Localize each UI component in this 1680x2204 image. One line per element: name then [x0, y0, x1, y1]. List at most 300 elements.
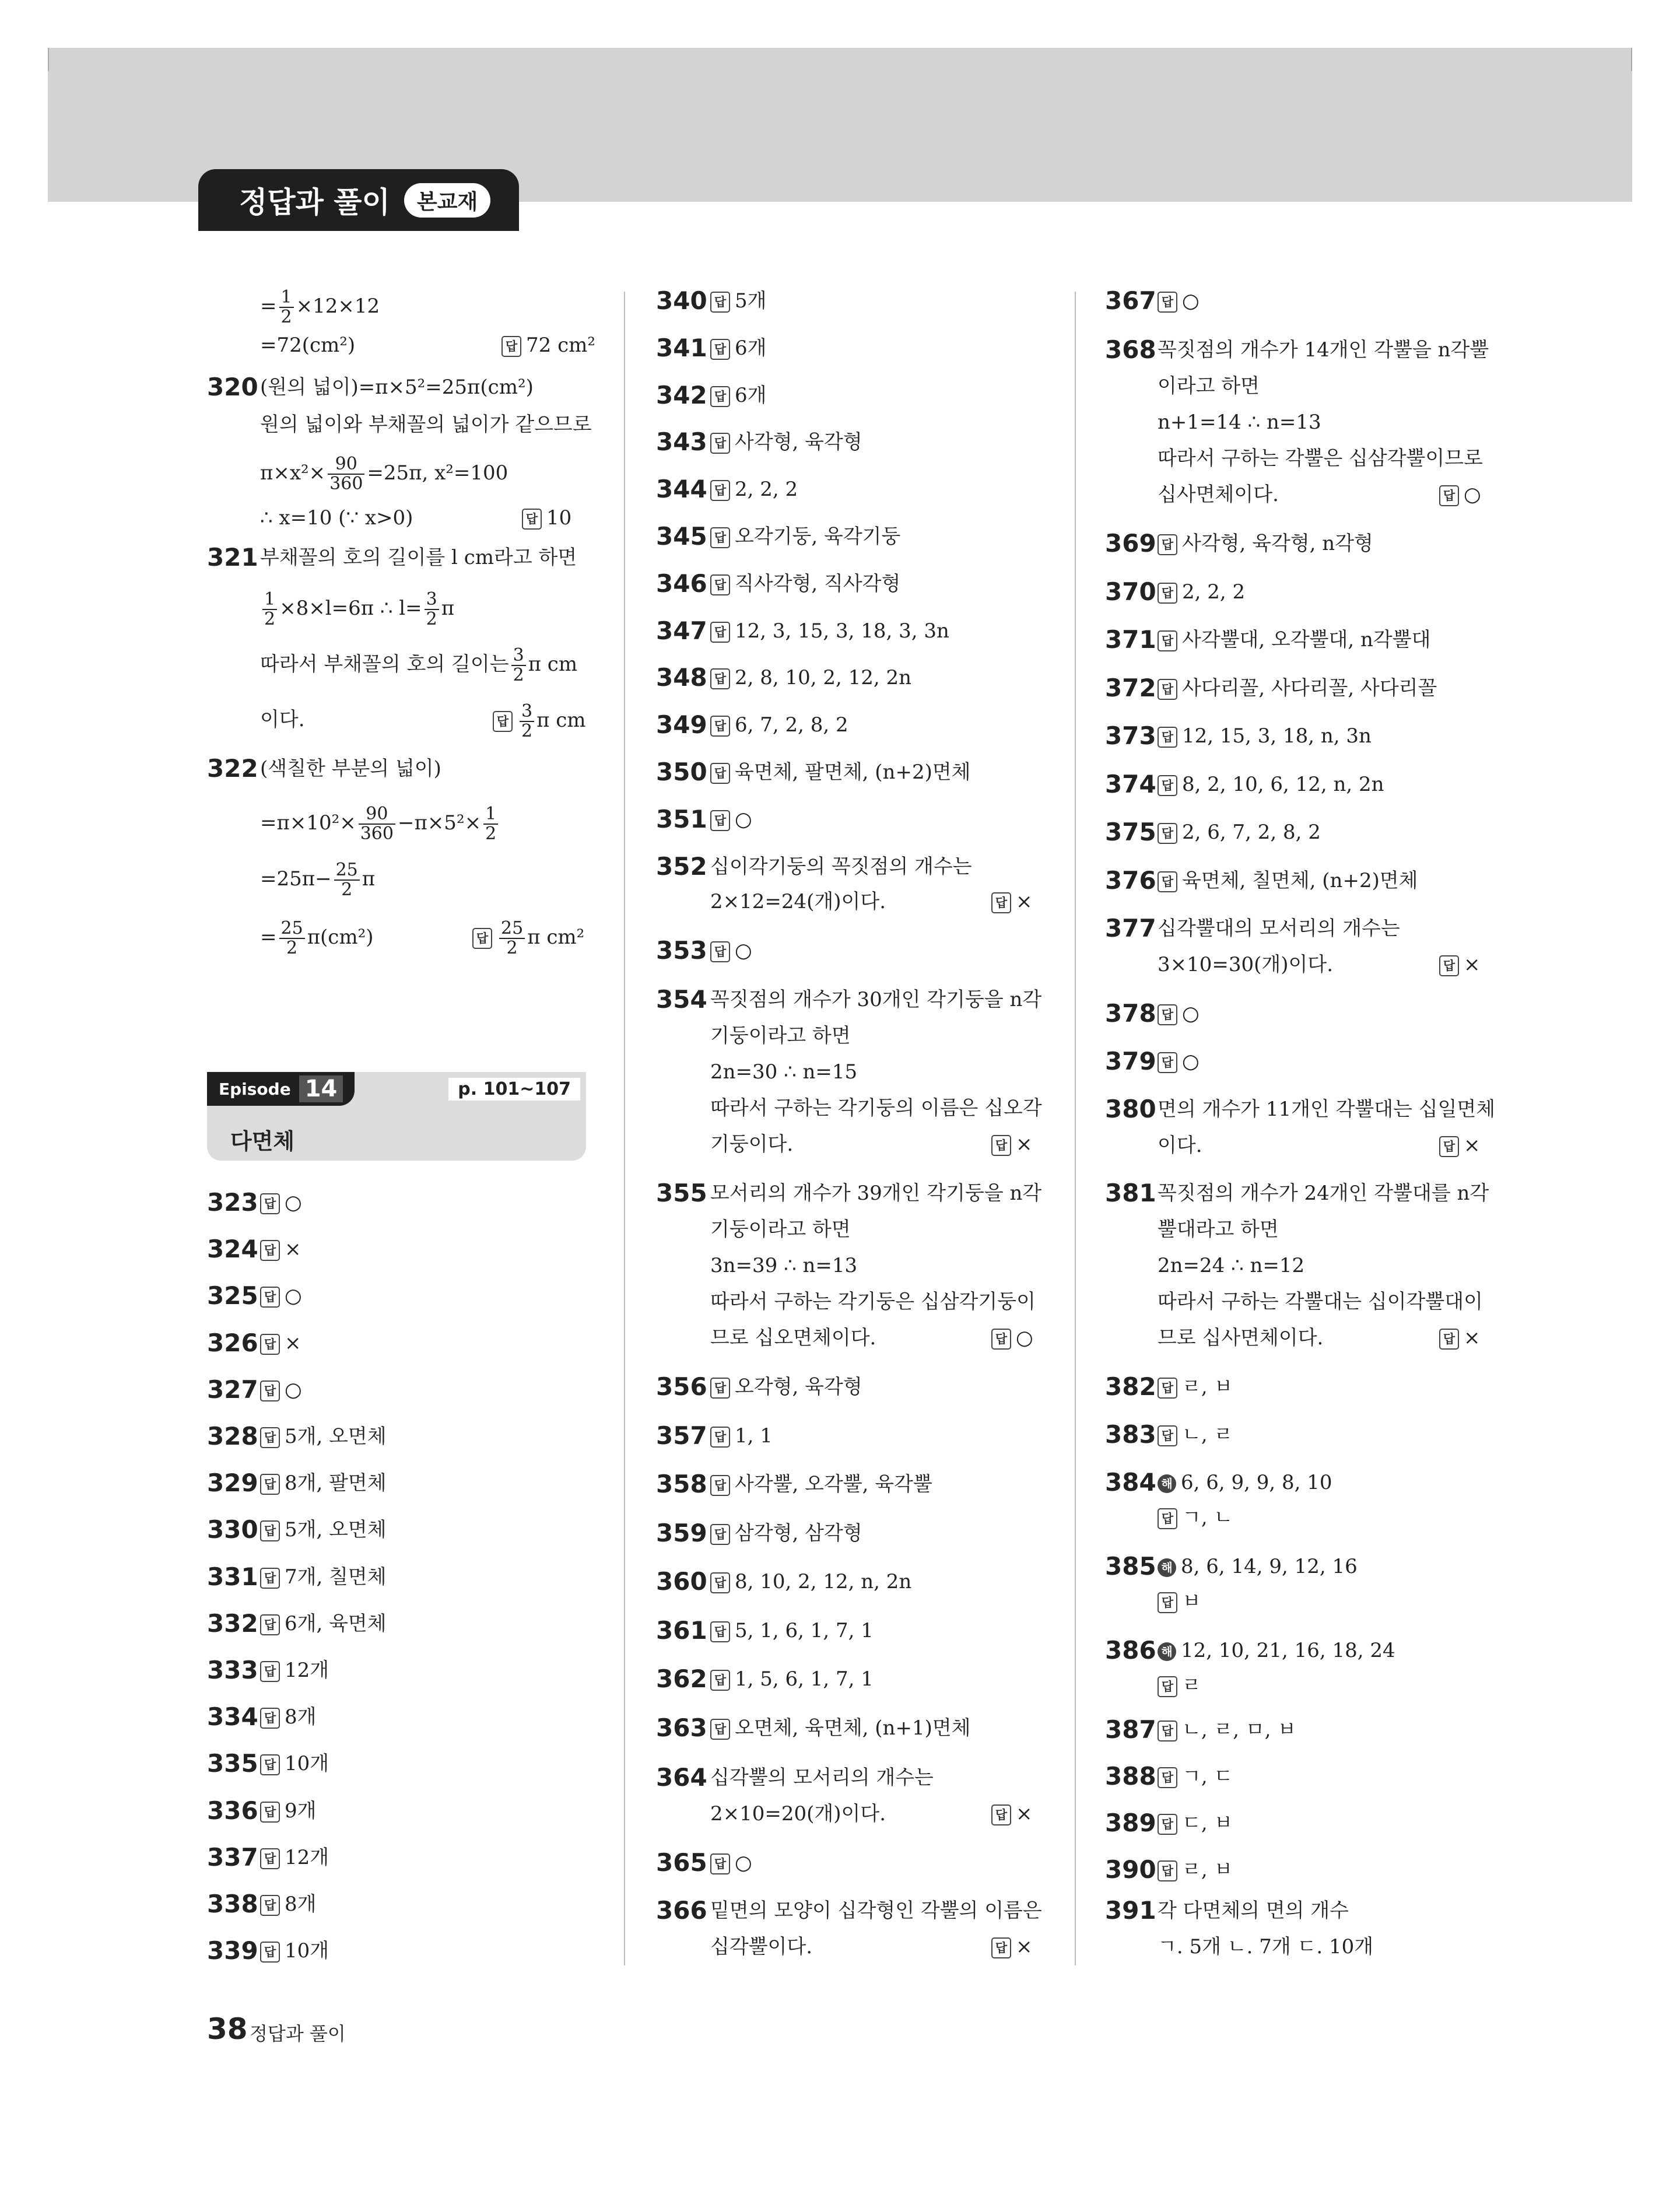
answer-mark: 답	[710, 339, 730, 360]
answer-mark: 답	[710, 1670, 730, 1691]
answer	[260, 1564, 387, 1590]
answer	[1158, 675, 1437, 701]
header-badge: 본교재	[404, 183, 490, 218]
solution-line: 따라서 구하는 각기둥의 이름은 십오각	[710, 1096, 1042, 1120]
answer	[710, 807, 752, 832]
answer-value: 사각뿔대, 오각뿔대, n각뿔대	[1182, 628, 1431, 651]
problem-number: 387	[1105, 1715, 1156, 1744]
answer	[710, 571, 900, 597]
answer-value: 오면체, 육면체, (n+1)면체	[735, 1716, 971, 1740]
answer	[710, 1715, 971, 1741]
solution-line: 기둥이라고 하면	[710, 1024, 851, 1047]
episode-pill	[207, 1072, 355, 1106]
episode-label: Episode	[219, 1079, 291, 1099]
solution-line: 부채꼴의 호의 길이를 l cm라고 하면	[260, 546, 577, 569]
answer	[260, 1751, 329, 1776]
answer-mark: 답	[1158, 679, 1177, 700]
answer-value: 12, 3, 15, 3, 18, 3, 3n	[735, 619, 949, 643]
answer	[710, 665, 911, 691]
answer-mark: 답	[260, 1895, 280, 1916]
solution-line: 이다.	[260, 708, 305, 731]
answer: 답 ×	[991, 1801, 1033, 1827]
answer-mark: 답	[710, 527, 730, 548]
answer-mark: 답	[710, 810, 730, 831]
answer-value: 5개, 오면체	[285, 1425, 387, 1448]
answer-mark: 답	[710, 1475, 730, 1496]
problem-number: 352	[656, 852, 707, 881]
problem-number: 364	[656, 1763, 707, 1792]
solution-line: 3×10=30(개)이다.	[1158, 953, 1334, 976]
solution-line: =π×10²× $\frac{90}{360}$ −π×5²× $\frac{1}{2}$	[260, 805, 500, 843]
answer: 답 ×	[1439, 1325, 1481, 1351]
answer-mark: 답	[710, 433, 730, 454]
problem-number: 360	[656, 1567, 707, 1596]
answer-mark: 답	[260, 1193, 280, 1214]
answer-value: 12, 15, 3, 18, n, 3n	[1182, 724, 1372, 748]
hint: 해 12, 10, 21, 16, 18, 24	[1158, 1638, 1395, 1663]
problem-number: 389	[1105, 1809, 1156, 1837]
problem-number: 335	[207, 1749, 258, 1778]
answer	[710, 383, 766, 408]
solution-line: π×x²× $\frac{90}{360}$ =25π, x²=100	[260, 454, 508, 494]
problem-number: 329	[207, 1469, 258, 1498]
solution-line: 기둥이라고 하면	[710, 1218, 851, 1241]
problem-number: 373	[1105, 721, 1156, 750]
answer	[260, 1236, 301, 1262]
answer: 답 ㄱ, ㄴ	[1158, 1505, 1233, 1530]
answer	[260, 1611, 387, 1637]
solution-line: 십각뿔대의 모서리의 개수는	[1158, 917, 1400, 940]
problem-number: 385	[1105, 1552, 1156, 1581]
answer-value: 8개	[285, 1893, 317, 1916]
problem-number: 350	[656, 758, 707, 786]
answer-value: 9개	[285, 1799, 317, 1823]
episode-title: 다면체	[230, 1129, 295, 1154]
answer-mark: 답	[260, 1520, 280, 1541]
answer-mark: 답	[1158, 775, 1177, 796]
answer-mark: 답	[260, 1240, 280, 1261]
answer	[710, 1520, 862, 1546]
column-divider	[1075, 292, 1076, 1965]
answer	[1158, 868, 1418, 893]
answer-mark: 답	[710, 1378, 730, 1399]
solution-line: 십각뿔이다.	[710, 1935, 813, 1958]
answer	[1158, 579, 1245, 605]
answer: 답 $\frac{3}{2}$ π cm	[493, 702, 586, 741]
answer-value: 육면체, 팔면체, (n+2)면체	[735, 761, 971, 784]
answer	[260, 1845, 329, 1870]
problem-number: 381	[1105, 1179, 1156, 1207]
answer-mark: 답	[1158, 823, 1177, 844]
answer-mark: 답	[260, 1708, 280, 1729]
answer	[710, 335, 766, 361]
answer-value: 8, 2, 10, 6, 12, n, 2n	[1182, 772, 1384, 796]
solution-line: =25π− $\frac{25}{2}$ π	[260, 860, 376, 900]
answer: 답 ㄴ, ㄹ	[1158, 1422, 1233, 1448]
problem-number: 336	[207, 1796, 258, 1825]
answer	[1158, 1717, 1296, 1743]
solution-line: 모서리의 개수가 39개인 각기둥을 n각	[710, 1182, 1042, 1205]
problem-number: 328	[207, 1422, 258, 1450]
problem-number: 338	[207, 1890, 258, 1918]
problem-number: 355	[656, 1179, 707, 1207]
problem-number: 334	[207, 1702, 258, 1732]
solution-line: = $\frac{25}{2}$ π(cm²)	[260, 918, 374, 958]
problem-number: 324	[207, 1235, 258, 1264]
hint: 해 8, 6, 14, 9, 12, 16	[1158, 1554, 1358, 1579]
answer-value: 2, 2, 2	[735, 478, 798, 502]
answer-value: ㄴ, ㄹ, ㅁ, ㅂ	[1182, 1718, 1297, 1742]
answer: 답 ×	[991, 889, 1033, 914]
answer-value: 8개, 팔면체	[285, 1471, 387, 1495]
answer	[710, 712, 848, 738]
solution-line: 꼭짓점의 개수가 24개인 각뿔대를 n각	[1158, 1182, 1489, 1205]
answer-value: ㄷ, ㅂ	[1182, 1811, 1233, 1835]
solution-line: 면의 개수가 11개인 각뿔대는 십일면체	[1158, 1098, 1496, 1121]
answer: 답 ㄹ	[1158, 1673, 1201, 1698]
answer-value: ○	[285, 1284, 302, 1308]
problem-number: 320	[207, 373, 258, 401]
solution-line: ㄱ. 5개 ㄴ. 7개 ㄷ. 10개	[1158, 1935, 1374, 1958]
answer	[710, 618, 949, 644]
problem-number: 327	[207, 1375, 258, 1404]
answer-value: ㄹ, ㅂ	[1182, 1858, 1233, 1881]
answer-mark: 답	[710, 1524, 730, 1545]
problem-number: 357	[656, 1421, 707, 1450]
solution-line: 십사면체이다.	[1158, 483, 1279, 506]
answer-value: 1, 5, 6, 1, 7, 1	[735, 1667, 874, 1691]
solution-line: 이다.	[1158, 1134, 1202, 1157]
problem-number: 379	[1105, 1047, 1156, 1075]
problem-number: 375	[1105, 818, 1156, 846]
answer-mark: 답	[1158, 534, 1177, 555]
answer-value: 12개	[285, 1659, 329, 1682]
answer-value: ㄱ, ㄷ	[1182, 1765, 1233, 1788]
solution-line: 십이각기둥의 꼭짓점의 개수는	[710, 855, 972, 878]
solution-line: 2n=24 ∴ n=12	[1158, 1254, 1305, 1277]
answer	[710, 524, 900, 549]
answer	[260, 1190, 302, 1215]
solution-line: n+1=14 ∴ n=13	[1158, 411, 1321, 434]
answer-mark: 답	[710, 622, 730, 643]
problem-number: 353	[656, 936, 707, 965]
answer-mark: 답	[260, 1614, 280, 1635]
problem-number: 341	[656, 333, 707, 362]
answer-mark: 답	[260, 1802, 280, 1823]
problem-number: 376	[1105, 866, 1156, 895]
answer-mark: 답	[710, 386, 730, 407]
answer	[260, 1470, 387, 1496]
answer-mark: 답	[710, 574, 730, 595]
solution-line: 따라서 구하는 각뿔은 십삼각뿔이므로	[1158, 447, 1483, 470]
solution-line: 따라서 구하는 각뿔대는 십이각뿔대이	[1158, 1290, 1483, 1313]
answer-mark: 답	[260, 1287, 280, 1308]
problem-number: 388	[1105, 1762, 1156, 1790]
answer-mark: 답	[260, 1474, 280, 1495]
answer	[260, 1424, 387, 1449]
solution-line: 원의 넓이와 부채꼴의 넓이가 같으므로	[260, 413, 592, 436]
problem-number: 391	[1105, 1896, 1156, 1925]
answer-mark: 답	[710, 292, 730, 313]
answer-value: 사다리꼴, 사다리꼴, 사다리꼴	[1182, 676, 1437, 700]
answer-value: 사각형, 육각형, n각형	[1182, 532, 1373, 555]
problem-number: 390	[1105, 1855, 1156, 1884]
answer-value: 2, 2, 2	[1182, 580, 1246, 604]
answer: 답 ○	[710, 1850, 752, 1876]
problem-number: 339	[207, 1936, 258, 1965]
problem-number: 343	[656, 428, 707, 457]
problem-number: 378	[1105, 999, 1156, 1028]
problem-number: 326	[207, 1328, 258, 1357]
solution-line: 따라서 부채꼴의 호의 길이는 $\frac{3}{2}$ π cm	[260, 645, 578, 685]
answer-mark: 답	[1158, 727, 1177, 748]
page-number: 38	[207, 2012, 248, 2046]
answer-value: 사각형, 육각형	[735, 430, 862, 454]
answer-value: 7개, 칠면체	[285, 1565, 387, 1589]
problem-number: 361	[656, 1616, 707, 1645]
answer	[1158, 772, 1384, 797]
answer-value: 6, 7, 2, 8, 2	[735, 713, 848, 737]
answer-value: 육면체, 칠면체, (n+2)면체	[1182, 868, 1418, 892]
answer-mark: 답	[1158, 630, 1177, 651]
answer-value: 10개	[285, 1939, 329, 1963]
answer-mark: 답	[1158, 1767, 1177, 1788]
answer-value: 1, 1	[735, 1424, 773, 1448]
solution-line: 각 다면체의 면의 개수	[1158, 1899, 1349, 1922]
solution-line: 따라서 구하는 각기둥은 십삼각기둥이	[710, 1290, 1036, 1313]
solution-line: 뿔대라고 하면	[1158, 1218, 1279, 1241]
answer-value: 삼각형, 삼각형	[735, 1521, 862, 1545]
solution-line: 므로 십사면체이다.	[1158, 1326, 1324, 1350]
problem-number: 332	[207, 1609, 258, 1638]
solution-line: 2×12=24(개)이다.	[710, 890, 886, 913]
hint: 해 6, 6, 9, 9, 8, 10	[1158, 1470, 1332, 1495]
problem-number: 331	[207, 1562, 258, 1591]
answer	[1158, 1857, 1233, 1883]
solution-line: $\frac{1}{2}$ ×8×l=6π ∴ l= $\frac{3}{2}$ π	[260, 590, 454, 629]
problem-number: 358	[656, 1470, 707, 1498]
answer-mark: 답	[260, 1380, 280, 1401]
solution-line: 십각뿔의 모서리의 개수는	[710, 1766, 934, 1789]
answer-mark: 답	[710, 763, 730, 784]
problem-number: 370	[1105, 577, 1156, 606]
problem-number: 342	[656, 380, 707, 409]
column-divider	[624, 292, 625, 1965]
answer-mark: 답	[260, 1942, 280, 1963]
solution-line: 므로 십오면체이다.	[710, 1326, 876, 1350]
answer-mark: 답	[710, 716, 730, 737]
problem-number: 337	[207, 1842, 258, 1872]
episode-number: 14	[299, 1075, 343, 1102]
problem-number: 347	[656, 616, 707, 645]
answer: 답 ○	[1158, 288, 1200, 314]
problem-number: 362	[656, 1665, 707, 1693]
answer-mark: 답	[1158, 583, 1177, 604]
answer: 답 ×	[1439, 1133, 1481, 1158]
answer	[260, 1704, 316, 1730]
answer	[260, 1517, 387, 1543]
answer-mark: 답	[710, 1572, 730, 1593]
answer	[710, 476, 798, 502]
problem-number: 372	[1105, 673, 1156, 702]
answer-value: ○	[735, 807, 752, 831]
problem-number: 368	[1105, 335, 1156, 364]
footer-label: 정답과 풀이	[250, 2023, 346, 2045]
answer-mark: 답	[260, 1754, 280, 1775]
answer: 답 ○	[710, 938, 752, 963]
answer-mark: 답	[1158, 871, 1177, 892]
solution-line: 밑면의 모양이 십각형인 각뿔의 이름은	[710, 1899, 1042, 1922]
answer	[710, 1423, 773, 1449]
solution-line: 이라고 하면	[1158, 374, 1260, 398]
answer-value: 2, 8, 10, 2, 12, 2n	[735, 666, 912, 690]
answer-mark: 답	[260, 1427, 280, 1448]
answer-value: 6개	[735, 383, 767, 407]
answer: 답 ×	[991, 1131, 1033, 1157]
answer-value: ×	[285, 1331, 301, 1355]
problem-number: 346	[656, 569, 707, 598]
answer-value: 5개, 오면체	[285, 1518, 387, 1542]
answer-value: 8, 10, 2, 12, n, 2n	[735, 1570, 912, 1593]
problem-number: 363	[656, 1713, 707, 1742]
problem-number: 386	[1105, 1636, 1156, 1665]
problem-number: 333	[207, 1656, 258, 1684]
answer	[260, 1658, 329, 1683]
problem-number: 325	[207, 1281, 258, 1311]
solution-line: = $\frac{1}{2}$ ×12×12	[260, 287, 380, 327]
solution-line: 3n=39 ∴ n=13	[710, 1254, 858, 1277]
problem-number: 374	[1105, 769, 1156, 798]
problem-number: 349	[656, 710, 707, 740]
answer-mark: 답	[710, 1621, 730, 1642]
answer-value: ×	[285, 1238, 301, 1262]
answer	[260, 1330, 301, 1356]
answer	[1158, 531, 1373, 556]
answer: 답 ㅂ	[1158, 1589, 1201, 1614]
problem-number: 369	[1105, 529, 1156, 558]
problem-number: 371	[1105, 625, 1156, 654]
header-title: 정답과 풀이	[239, 185, 390, 219]
answer-value: 12개	[285, 1845, 329, 1869]
answer	[710, 759, 971, 785]
answer-value: 2, 6, 7, 2, 8, 2	[1182, 821, 1321, 844]
answer	[710, 1569, 911, 1595]
answer-mark: 답	[710, 668, 730, 689]
problem-number: 323	[207, 1188, 258, 1217]
problem-number: 345	[656, 522, 707, 551]
crop-mark	[48, 48, 49, 71]
problem-number: 367	[1105, 286, 1156, 315]
answer	[260, 1377, 302, 1403]
problem-number: 344	[656, 475, 707, 504]
answer	[710, 1666, 874, 1692]
answer: 답 ×	[991, 1934, 1033, 1960]
header-tab	[198, 169, 519, 231]
answer-value: 사각뿔, 오각뿔, 육각뿔	[735, 1473, 932, 1496]
solution-line: 꼭짓점의 개수가 14개인 각뿔을 n각뿔	[1158, 338, 1489, 362]
problem-number: 382	[1105, 1372, 1156, 1401]
solution-line: (원의 넓이)=π×5²=25π(cm²)	[260, 376, 534, 399]
solution-line: 꼭짓점의 개수가 30개인 각기둥을 n각	[710, 988, 1042, 1011]
answer	[710, 1471, 932, 1497]
answer: 답 ○	[1439, 482, 1481, 507]
answer: 답 72 cm²	[501, 332, 595, 358]
solution-line: ∴ x=10 (∵ x>0)	[260, 506, 413, 530]
answer: 답 ○	[1158, 1049, 1200, 1074]
answer: 답 ○	[991, 1325, 1033, 1351]
answer-mark: 답	[1158, 1814, 1177, 1835]
answer	[260, 1798, 316, 1824]
answer-mark: 답	[260, 1848, 280, 1869]
answer	[1158, 1764, 1233, 1789]
answer	[710, 429, 862, 455]
answer-mark: 답	[260, 1568, 280, 1589]
crop-mark	[1631, 48, 1632, 71]
answer-value: ○	[285, 1378, 302, 1401]
answer-value: 10개	[285, 1752, 329, 1776]
answer	[710, 288, 766, 314]
answer: 답 ㄹ, ㅂ	[1158, 1374, 1233, 1400]
problem-number: 359	[656, 1518, 707, 1547]
answer-mark: 답	[710, 480, 730, 501]
answer: 답 ○	[1158, 1001, 1200, 1026]
answer	[1158, 1810, 1233, 1836]
answer-value: 5, 1, 6, 1, 7, 1	[735, 1618, 874, 1642]
problem-number: 356	[656, 1372, 707, 1401]
problem-number: 354	[656, 985, 707, 1014]
answer-value: ○	[285, 1191, 302, 1214]
answer	[710, 1374, 862, 1400]
answer	[260, 1891, 316, 1917]
answer-mark: 답	[1158, 1721, 1177, 1742]
answer	[710, 1618, 874, 1644]
answer	[260, 1283, 302, 1309]
solution-line: 2n=30 ∴ n=15	[710, 1060, 858, 1084]
solution-line: =72(cm²)	[260, 334, 356, 357]
answer-mark: 답	[1158, 1860, 1177, 1881]
problem-number: 321	[207, 543, 258, 572]
episode-header	[207, 1072, 586, 1161]
answer-mark: 답	[260, 1661, 280, 1682]
answer-value: 6개, 육면체	[285, 1611, 387, 1635]
problem-number: 340	[656, 286, 707, 315]
answer: 답 10	[522, 505, 571, 531]
answer	[1158, 627, 1430, 653]
problem-number: 365	[656, 1848, 707, 1877]
answer-mark: 답	[710, 1719, 730, 1740]
answer-mark: 답	[260, 1334, 280, 1355]
answer-value: 오각형, 육각형	[735, 1375, 862, 1399]
problem-number: 377	[1105, 914, 1156, 942]
answer: 답 ×	[1439, 952, 1481, 977]
problem-number: 380	[1105, 1095, 1156, 1123]
episode-pages: p. 101~107	[448, 1078, 580, 1101]
answer	[260, 1938, 329, 1964]
answer: 답 $\frac{25}{2}$ π cm²	[472, 919, 584, 958]
problem-number: 348	[656, 663, 707, 692]
problem-number: 366	[656, 1896, 707, 1925]
answer	[1158, 723, 1372, 749]
answer-mark: 답	[710, 1427, 730, 1448]
problem-number: 383	[1105, 1420, 1156, 1449]
answer-value: 8개	[285, 1705, 317, 1729]
answer-value: 직사각형, 직사각형	[735, 572, 901, 595]
problem-number: 384	[1105, 1468, 1156, 1497]
solution-line: (색칠한 부분의 넓이)	[260, 757, 441, 780]
answer-value: 오각기둥, 육각기둥	[735, 525, 901, 548]
problem-number: 322	[207, 754, 258, 783]
answer-value: 5개	[735, 289, 767, 313]
